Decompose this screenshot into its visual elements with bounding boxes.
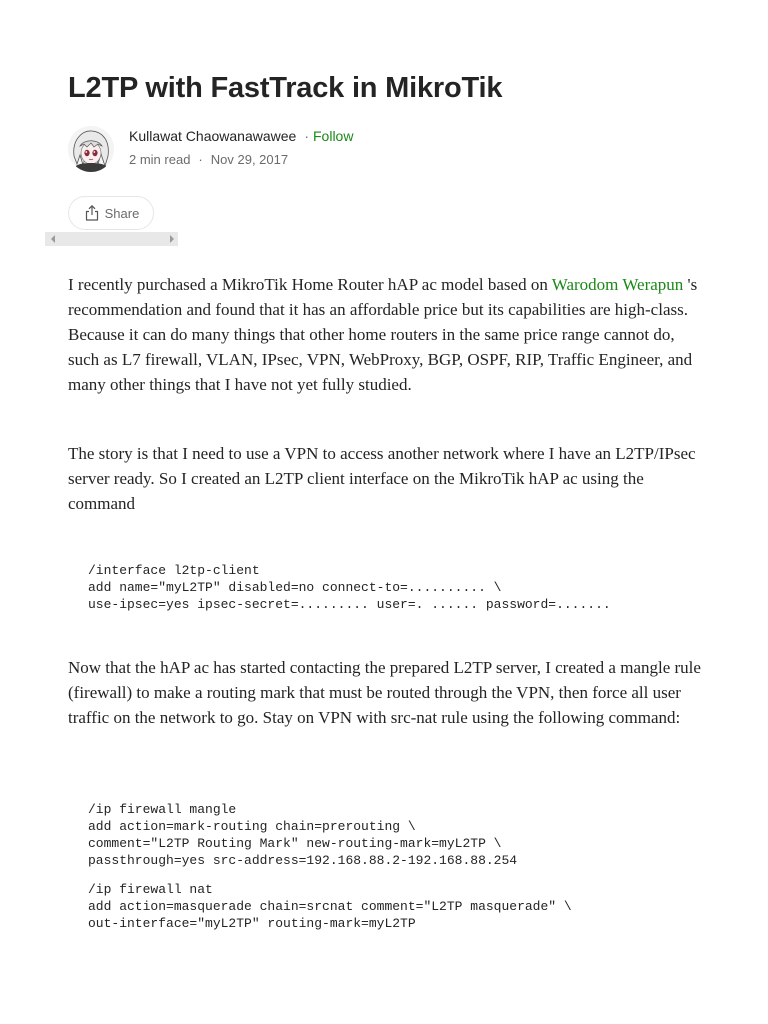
share-icon bbox=[83, 204, 101, 222]
publish-date: Nov 29, 2017 bbox=[210, 152, 289, 167]
mention-link[interactable]: Warodom Werapun bbox=[551, 275, 684, 294]
code-block-nat: /ip firewall nat add action=masquerade chain=srcnat comment="L2TP masquerade" \ out-interface="myL2TP" routing-mark=myL2TP bbox=[88, 882, 572, 931]
avatar[interactable] bbox=[68, 126, 114, 172]
code-block-l2tp-client: /interface l2tp-client add name="myL2TP" disabled=no connect-to=.......... \ use-ipsec=yes ipsec-secret=......... user=. ...... password=....... bbox=[88, 563, 611, 612]
share-label: Share bbox=[104, 205, 140, 221]
paragraph-intro-suffix: 's recommendation and found that it has an affordable price but its capabilities are high-class. Because it can do many things that other home routers in the same price range cannot do, such as L7 firewall, VLAN, IPsec, VPN, WebProxy, BGP, OSPF, RIP, Traffic Engineer, and many other things that I have not yet fully studied. bbox=[68, 275, 698, 394]
code-block-mangle: /ip firewall mangle add action=mark-routing chain=prerouting \ comment="L2TP Routing Mark" new-routing-mark=myL2TP \ passthrough=yes src-address=192.168.88.2-192.168.88.254 bbox=[88, 802, 518, 868]
chevron-left-icon[interactable] bbox=[51, 235, 55, 243]
read-time: 2 min read bbox=[129, 152, 191, 167]
meta-separator: · bbox=[198, 152, 203, 167]
chevron-right-icon[interactable] bbox=[170, 235, 174, 243]
anime-avatar-icon bbox=[68, 126, 114, 172]
paragraph-intro bbox=[68, 272, 708, 397]
share-button[interactable] bbox=[68, 196, 154, 230]
follow-button[interactable]: Follow bbox=[313, 128, 354, 144]
author-name[interactable]: Kullawat Chaowanawawee bbox=[129, 128, 297, 144]
author-line bbox=[129, 128, 353, 144]
paragraph-story: The story is that I need to use a VPN to access another network where I have an L2TP/IPsec server ready. So I created an L2TP client interface on the MikroTik hAP ac using the command bbox=[68, 444, 696, 513]
separator-dot: · bbox=[304, 128, 309, 144]
paragraph-intro-prefix: I recently purchased a MikroTik Home Router hAP ac model based on bbox=[68, 275, 552, 294]
author-block bbox=[68, 126, 468, 174]
paragraph-mangle: Now that the hAP ac has started contacting the prepared L2TP server, I created a mangle rule (firewall) to make a routing mark that must be routed through the VPN, then force all user traffic on the network to go. Stay on VPN with src-nat rule using the following command: bbox=[68, 658, 701, 727]
article-meta bbox=[129, 152, 288, 167]
horizontal-scrollbar[interactable] bbox=[45, 232, 178, 246]
article-title: L2TP with FastTrack in MikroTik bbox=[68, 72, 503, 104]
